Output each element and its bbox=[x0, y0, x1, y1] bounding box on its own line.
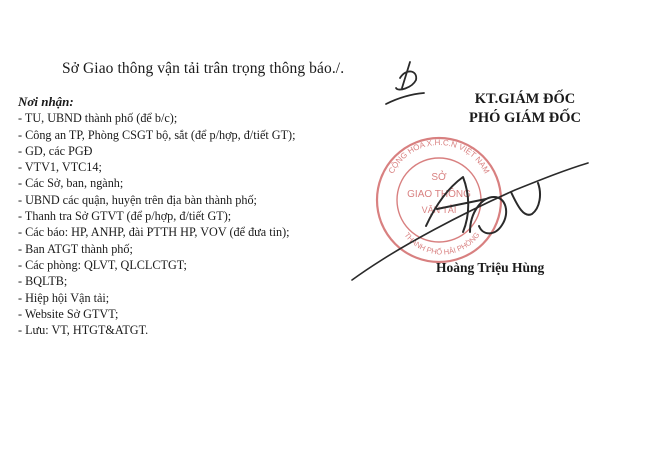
signer-title-line1: KT.GIÁM ĐỐC bbox=[474, 91, 576, 107]
recipient-item: - UBND các quận, huyện trên địa bàn thành phố; bbox=[18, 192, 257, 207]
recipient-item: - TU, UBND thành phố (để b/c); bbox=[18, 111, 178, 126]
signer-title-line2: PHÓ GIÁM ĐỐC bbox=[469, 110, 581, 126]
recipients-title: Nơi nhận: bbox=[18, 94, 74, 109]
recipient-list bbox=[18, 110, 296, 338]
recipient-item: - Các báo: HP, ANHP, đài PTTH HP, VOV (để đưa tin); bbox=[18, 225, 290, 240]
recipient-item: - BQLTB; bbox=[18, 274, 68, 289]
signature-letter-a bbox=[426, 177, 486, 232]
closing-statement: Sở Giao thông vận tải trân trọng thông báo./. bbox=[62, 60, 345, 77]
official-seal bbox=[377, 138, 501, 262]
signer-name: Hoàng Triệu Hùng bbox=[436, 260, 545, 275]
seal-inner-ring bbox=[397, 158, 481, 242]
recipient-item: - Lưu: VT, HTGT&ATGT. bbox=[18, 323, 149, 338]
recipient-item: - Hiệp hội Vận tải; bbox=[18, 290, 110, 305]
seal-inner-line1: SỞ bbox=[431, 172, 447, 183]
recipients-block bbox=[18, 94, 296, 338]
seal-bottom-text: THÀNH PHỐ HẢI PHÒNG bbox=[402, 230, 482, 257]
seal-outer-text: CỘNG HÒA X.H.C.N VIỆT NAM bbox=[386, 137, 492, 176]
signature-letter-group bbox=[470, 183, 540, 233]
seal-inner-line2: GIAO THÔNG bbox=[407, 189, 471, 200]
recipient-item: - Các Sở, ban, ngành; bbox=[18, 176, 124, 191]
recipient-item: - VTV1, VTC14; bbox=[18, 160, 102, 175]
recipient-item: - Thanh tra Sở GTVT (để p/hợp, đ/tiết GT); bbox=[18, 209, 232, 224]
recipient-item: - Ban ATGT thành phố; bbox=[18, 241, 133, 256]
recipient-item: - Các phòng: QLVT, QLCLCTGT; bbox=[18, 257, 187, 272]
recipient-item: - Website Sở GTVT; bbox=[18, 306, 119, 321]
recipient-item: - GD, các PGĐ bbox=[18, 143, 93, 158]
seal-outer-ring bbox=[377, 138, 501, 262]
signer-title-block bbox=[430, 90, 620, 128]
initial-mark bbox=[386, 62, 424, 104]
seal-inner-line3: VẬN TẢI bbox=[421, 205, 457, 215]
recipient-item: - Công an TP, Phòng CSGT bộ, sắt (để p/hợp, đ/tiết GT); bbox=[18, 127, 296, 142]
